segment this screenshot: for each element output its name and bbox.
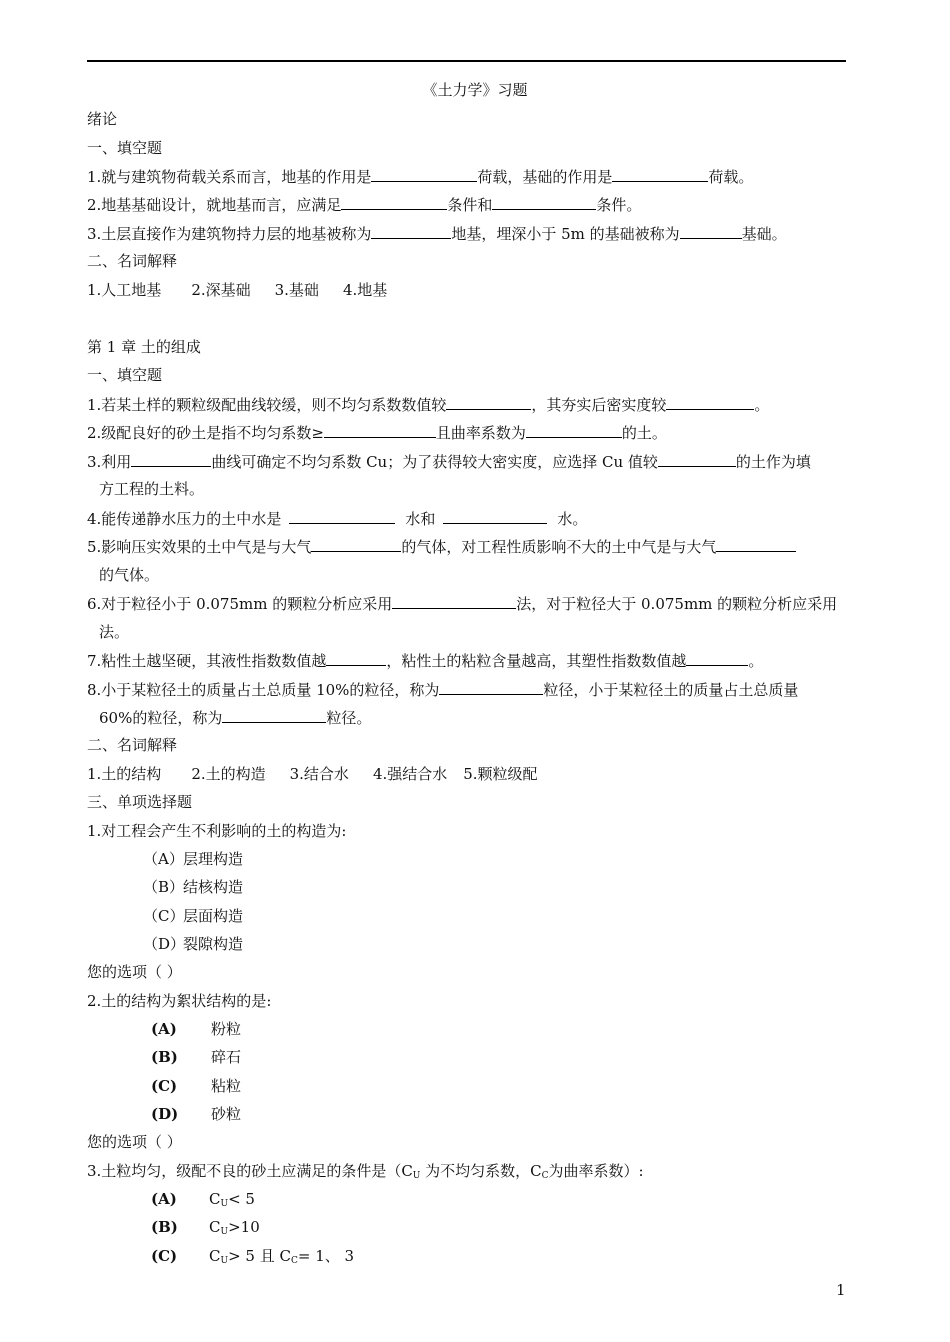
- answer-blank[interactable]: [289, 508, 395, 524]
- answer-blank[interactable]: [612, 166, 708, 182]
- answer-blank[interactable]: [222, 707, 326, 723]
- answer-blank[interactable]: [680, 223, 742, 239]
- answer-blank[interactable]: [492, 194, 596, 210]
- option-b[interactable]: （B）结核构造: [143, 878, 244, 896]
- answer-blank[interactable]: [131, 451, 211, 467]
- terms-heading: 二、名词解释: [87, 736, 178, 754]
- question-intro-1: 1.就与建筑物荷载关系而言，地基的作用是 荷载，基础的作用是 荷载。: [87, 168, 754, 186]
- question-ch1-5: 5.影响压实效果的土中气是与大气 的气体，对工程性质影响不大的土中气是与大气: [87, 536, 796, 557]
- answer-blank[interactable]: [371, 223, 451, 239]
- answer-blank[interactable]: [686, 650, 748, 666]
- terms-heading: 二、名词解释: [87, 252, 178, 270]
- fill-heading: 一、填空题: [87, 139, 163, 157]
- option-a[interactable]: (A) $C_U< 5$: [151, 1190, 255, 1209]
- question-ch1-3-cont: 方工程的土料。: [99, 480, 205, 498]
- terms-list-ch1: 1.土的结构 2.土的构造 3.结合水 4.强结合水 5.颗粒级配: [87, 765, 538, 783]
- fill-heading: 一、填空题: [87, 366, 163, 384]
- choice-question-3: 3.土粒均匀，级配不良的砂土应满足的条件是（$C_U$ 为不均匀系数，$C_C$为曲率系数）:: [87, 1162, 644, 1181]
- question-ch1-8: 8.小于某粒径土的质量占土总质量 10%的粒径，称为 粒径，小于某粒径土的质量占土总质量: [87, 681, 799, 699]
- page-number: 1: [836, 1281, 846, 1299]
- answer-blank[interactable]: [526, 422, 622, 438]
- answer-blank[interactable]: [392, 593, 516, 609]
- question-ch1-5-cont: 的气体。: [99, 566, 160, 584]
- answer-blank[interactable]: [341, 194, 447, 210]
- answer-blank[interactable]: [666, 394, 754, 410]
- question-intro-2: 2.地基基础设计，就地基而言，应满足 条件和 条件。: [87, 196, 642, 214]
- answer-blank[interactable]: [311, 536, 401, 552]
- answer-blank[interactable]: [324, 422, 436, 438]
- question-intro-3: 3.土层直接作为建筑物持力层的地基被称为 地基，埋深小于 5m 的基础被称为 基础。: [87, 225, 787, 243]
- answer-prompt[interactable]: 您的选项（ ）: [87, 963, 182, 981]
- question-ch1-6: 6.对于粒径小于 0.075mm 的颗粒分析应采用 法，对于粒径大于 0.075mm 的颗粒分析应采用: [87, 595, 838, 613]
- choice-question-2: 2.土的结构为絮状结构的是:: [87, 992, 272, 1010]
- option-c[interactable]: (C) 粘粒: [151, 1077, 242, 1095]
- question-ch1-1: 1.若某土样的颗粒级配曲线较缓，则不均匀系数数值较 ，其夯实后密实度较 。: [87, 396, 770, 414]
- answer-prompt[interactable]: 您的选项（ ）: [87, 1133, 182, 1151]
- page-title: 《土力学》习题: [422, 81, 528, 99]
- question-ch1-2: 2.级配良好的砂土是指不均匀系数≥ 且曲率系数为 的土。: [87, 424, 667, 442]
- option-c[interactable]: （C）层面构造: [143, 907, 244, 925]
- option-b[interactable]: (B) $C_U>10$: [151, 1218, 260, 1237]
- option-a[interactable]: (A) 粉粒: [151, 1020, 242, 1038]
- question-ch1-7: 7.粘性土越坚硬，其液性指数数值越 ，粘性土的粘粒含量越高，其塑性指数数值越 。: [87, 652, 764, 670]
- header-rule: [87, 60, 846, 62]
- option-a[interactable]: （A）层理构造: [143, 850, 244, 868]
- option-d[interactable]: （D）裂隙构造: [143, 935, 244, 953]
- option-b[interactable]: (B) 碎石: [151, 1048, 242, 1066]
- choice-heading: 三、单项选择题: [87, 793, 193, 811]
- question-ch1-6-cont: 法。: [99, 623, 130, 641]
- answer-blank[interactable]: [443, 508, 547, 524]
- answer-blank[interactable]: [326, 650, 386, 666]
- section-heading-intro: 绪论: [87, 110, 118, 128]
- answer-blank[interactable]: [439, 679, 543, 695]
- question-ch1-3: 3.利用 曲线可确定不均匀系数 Cu；为了获得较大密实度，应选择 Cu 值较 的土作为填: [87, 453, 811, 471]
- question-ch1-4: 4.能传递静水压力的土中水是 水和 水。: [87, 510, 588, 528]
- answer-blank[interactable]: [446, 394, 531, 410]
- option-d[interactable]: (D) 砂粒: [151, 1105, 242, 1123]
- answer-blank[interactable]: [716, 536, 796, 552]
- choice-question-1: 1.对工程会产生不利影响的土的构造为:: [87, 822, 347, 840]
- option-c[interactable]: (C) $C_U> 5$ 且 $C_C= 1$、 3: [151, 1247, 355, 1266]
- terms-list-intro: 1.人工地基 2.深基础 3.基础 4.地基: [87, 281, 388, 299]
- question-ch1-8-cont: 60%的粒径，称为 粒径。: [99, 709, 372, 727]
- answer-blank[interactable]: [371, 166, 477, 182]
- answer-blank[interactable]: [658, 451, 736, 467]
- chapter-heading: 第 1 章 土的组成: [87, 338, 201, 356]
